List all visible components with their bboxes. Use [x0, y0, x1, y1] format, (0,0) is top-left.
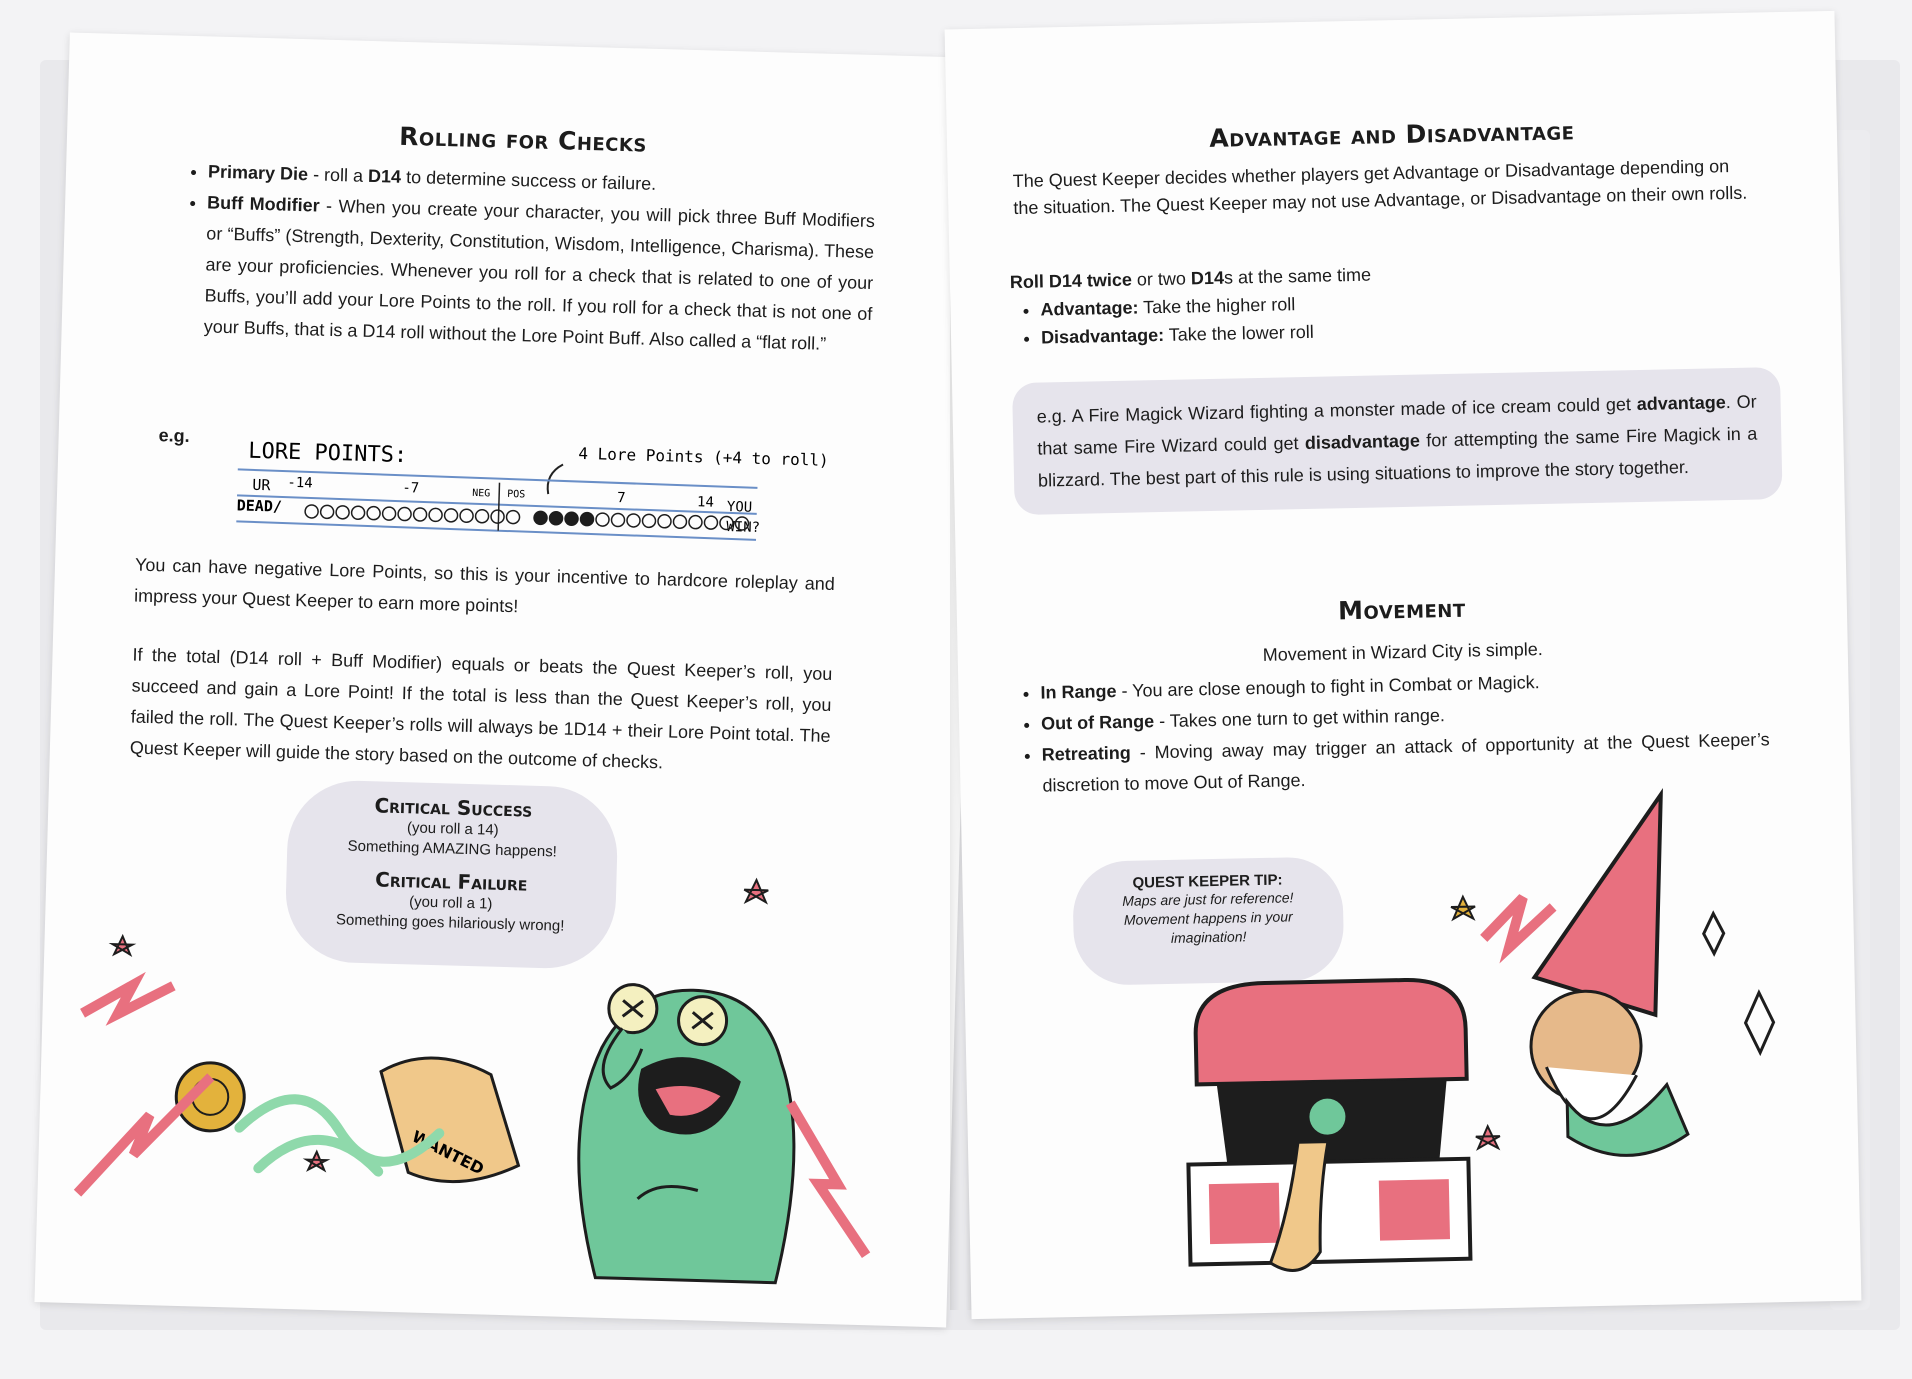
- example-disadvantage: disadvantage: [1304, 430, 1421, 454]
- tip-line-3: imagination!: [1170, 928, 1247, 946]
- lore-circle-filled: [549, 512, 562, 525]
- tip-title: QUEST KEEPER TIP:: [1132, 871, 1283, 892]
- paragraph-negative-lore: You can have negative Lore Points, so this is your incentive to hardcore roleplay and impress your Quest Keeper to earn more points!: [133, 554, 836, 617]
- roll-twice-strong: Roll D14 twice: [1009, 269, 1133, 293]
- example-text-a: e.g. A Fire Magick Wizard fighting a monster made of ice cream could get: [1036, 394, 1637, 427]
- lore-label-ur: UR: [252, 475, 271, 495]
- tip-line-2: Movement happens in your: [1123, 908, 1293, 928]
- lore-circle: [689, 515, 702, 528]
- movement-intro: Movement in Wizard City is simple.: [1262, 639, 1543, 665]
- rolling-bullets: [171, 156, 876, 361]
- right-illustration: [963, 871, 1862, 1310]
- lore-circle: [429, 508, 442, 521]
- right-page: [945, 11, 1862, 1319]
- lightning-icon: [78, 1073, 211, 1197]
- lore-circle: [336, 506, 349, 519]
- roll-twice-d14: D14: [1190, 267, 1225, 289]
- left-illustration: [35, 862, 958, 1307]
- track-line: [238, 469, 758, 488]
- tip-line-1: Maps are just for reference!: [1122, 889, 1294, 909]
- lore-label-14: 14: [696, 494, 715, 511]
- lore-label-you: YOU: [726, 499, 753, 516]
- term-disadvantage: Disadvantage:: [1040, 324, 1165, 348]
- term-advantage: Advantage:: [1040, 297, 1139, 320]
- critical-success-roll: (you roll a 14): [406, 819, 499, 839]
- lore-circle: [673, 515, 686, 528]
- lore-circle: [367, 507, 380, 520]
- lore-points-track: [158, 425, 829, 554]
- roll-twice-section: [1010, 256, 1612, 353]
- lore-label-7: 7: [616, 489, 626, 507]
- example-advantage: advantage: [1636, 392, 1726, 415]
- star-icon: [744, 880, 769, 903]
- text-retreating: - Moving away may trigger an attack of opportunity at the Quest Keeper’s discretion to move Out of Range.: [1042, 729, 1770, 796]
- example-text-c: . Or that same Fire Wizard could get: [1037, 391, 1757, 459]
- star-icon: [1476, 1126, 1500, 1148]
- sparkle-icon: [1703, 913, 1724, 953]
- critical-failure-title: Critical Failure: [374, 867, 528, 896]
- term-buff-modifier: Buff Modifier: [206, 192, 320, 216]
- lightning-icon: [786, 1103, 870, 1255]
- lore-label-win: WIN?: [726, 519, 761, 536]
- lore-circle: [596, 513, 609, 526]
- left-page: [34, 33, 981, 1328]
- star-icon: [1451, 897, 1475, 919]
- lore-circle: [398, 507, 411, 520]
- lore-circle: [382, 507, 395, 520]
- critical-success-desc: Something AMAZING happens!: [347, 837, 558, 861]
- star-icon: [112, 936, 132, 955]
- list-item-buff-modifier: [203, 187, 875, 361]
- lore-circle: [658, 515, 671, 528]
- text-primary-die: - roll a: [307, 164, 369, 186]
- lore-circle-filled: [534, 511, 547, 524]
- term-out-of-range: Out of Range: [1040, 711, 1155, 734]
- example-text-e: for attempting the same Fire Magick in a blizzard. The best part of this rule is using situations to improve the story together.: [1037, 423, 1758, 491]
- arrow-icon: [547, 464, 563, 494]
- lore-label-pos: POS: [507, 488, 526, 501]
- section-title-movement: Movement: [1337, 593, 1466, 626]
- lore-circle: [611, 513, 624, 526]
- lore-circle: [320, 505, 333, 518]
- lore-annotation: 4 Lore Points (+4 to roll): [578, 443, 829, 470]
- lore-circle: [704, 516, 717, 529]
- example-label: e.g.: [158, 425, 190, 447]
- lore-circle-filled: [565, 512, 578, 525]
- lore-circle: [627, 514, 640, 527]
- mimic-chest-illustration: [1185, 979, 1471, 1273]
- sparkle-icon: [1745, 992, 1774, 1053]
- term-retreating: Retreating: [1041, 742, 1132, 765]
- text-in-range: - You are close enough to fight in Combat or Magick.: [1116, 672, 1540, 702]
- scroll-text: WANTED: [408, 1126, 488, 1179]
- example-callout: [1012, 367, 1783, 515]
- lore-label-minus14: -14: [287, 474, 313, 492]
- lore-circle: [413, 508, 426, 521]
- advantage-intro: The Quest Keeper decides whether players get Advantage or Disadvantage depending on the situation. The Quest Keeper may not use Advantage, or Disadvantage on their own rolls.: [1012, 156, 1748, 219]
- frog-illustration: [575, 983, 798, 1283]
- lore-circle: [351, 506, 364, 519]
- lightning-icon: [83, 983, 174, 1016]
- lore-circle: [305, 505, 318, 518]
- lore-circle-filled: [580, 512, 593, 525]
- text-disadvantage: Take the lower roll: [1163, 321, 1315, 345]
- track-line: [237, 495, 757, 514]
- lore-label-neg: NEG: [472, 487, 491, 500]
- text-primary-die-end: to determine success or failure.: [400, 166, 657, 194]
- movement-list: [1008, 662, 1770, 802]
- critical-success-title: Critical Success: [374, 793, 533, 822]
- term-primary-die: Primary Die: [207, 161, 309, 185]
- lore-circle: [444, 509, 457, 522]
- lore-circle: [475, 510, 488, 523]
- term-d14: D14: [367, 165, 402, 187]
- lore-circle: [491, 510, 504, 523]
- lore-title: LORE POINTS:: [247, 438, 408, 469]
- wizard-illustration: [1526, 794, 1689, 1157]
- text-out-of-range: - Takes one turn to get within range.: [1153, 705, 1446, 732]
- lore-label-dead: DEAD/: [236, 496, 283, 516]
- text-buff-modifier: - When you create your character, you will pick three Buff Modifiers or “Buffs” (Strength, Dexterity, Constitution, Wisdom, Intelligence, Charisma). These are your proficiencies. Whenever you roll for a check that is related to one of your Buffs, you’ll add your Lore Points to the roll. If you roll for a check that is not one of your Buffs, that is a D14 roll without the Lore Point Buff. Also called a “flat roll.”: [203, 195, 876, 354]
- lore-circle: [460, 509, 473, 522]
- critical-failure-roll: (you roll a 1): [408, 893, 493, 913]
- track-line: [236, 521, 756, 540]
- lore-label-minus7: -7: [402, 479, 420, 497]
- page-title-advantage: Advantage and Disadvantage: [1209, 116, 1575, 153]
- page-title-rolling: Rolling for Checks: [398, 121, 648, 158]
- lore-circle: [506, 510, 519, 523]
- critical-failure-desc: Something goes hilariously wrong!: [335, 911, 565, 935]
- star-icon: [306, 1152, 326, 1171]
- roll-twice-end: s at the same time: [1223, 264, 1372, 288]
- lore-circle: [642, 514, 655, 527]
- lightning-icon: [1483, 897, 1554, 948]
- lore-track-drawing: [206, 427, 829, 554]
- paragraph-total-roll: If the total (D14 roll + Buff Modifier) equals or beats the Quest Keeper’s roll, you succeed and gain a Lore Point! If the total is less than the Quest Keeper’s roll, you failed the roll. The Quest Keeper’s rolls will always be 1D14 + their Lore Point total. The Quest Keeper will guide the story based on the outcome of checks.: [129, 644, 833, 773]
- text-advantage: Take the higher roll: [1138, 294, 1296, 318]
- roll-twice-mid: or two: [1131, 268, 1192, 290]
- term-in-range: In Range: [1040, 681, 1117, 703]
